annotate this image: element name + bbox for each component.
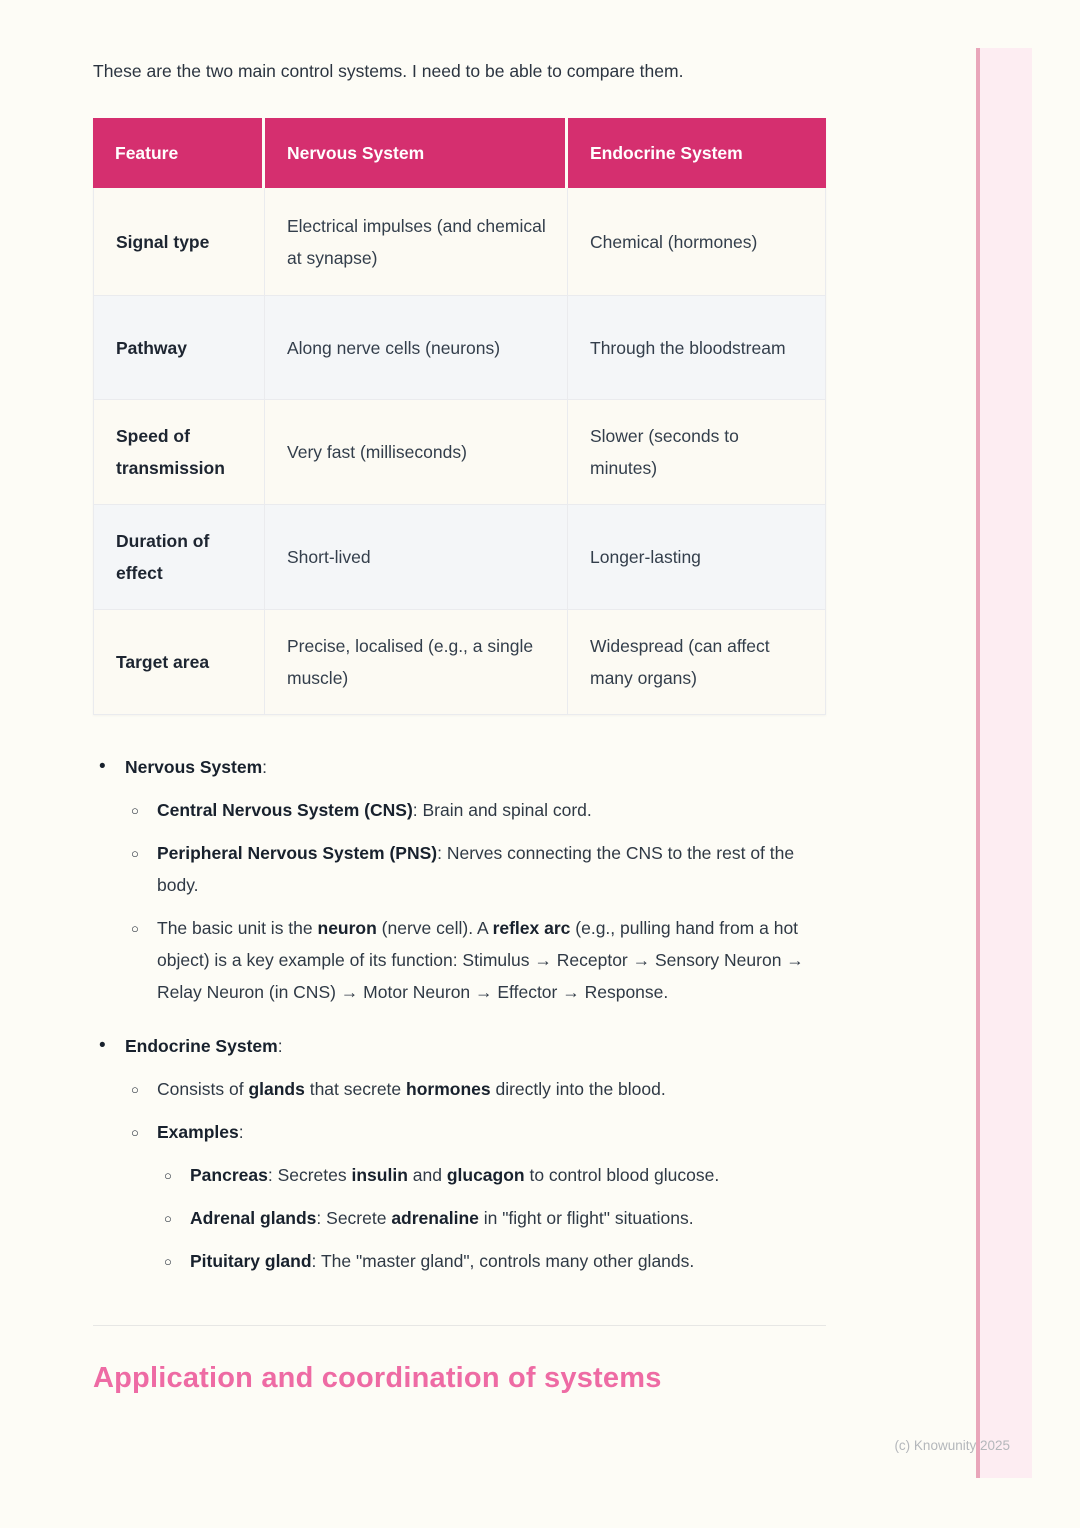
table-row [93, 188, 826, 296]
text-run: Consists of [157, 1079, 249, 1099]
text-run: directly into the blood. [490, 1079, 666, 1099]
section-divider [93, 1325, 826, 1326]
table-cell: Very fast (milliseconds) [265, 400, 568, 505]
table-cell: Signal type [93, 188, 265, 296]
table-cell: Longer-lasting [568, 505, 826, 610]
notes-list [93, 751, 826, 1277]
intro-text: These are the two main control systems. I need to be able to compare them. [93, 61, 684, 81]
list-item [93, 1202, 826, 1234]
table-cell: Precise, localised (e.g., a single muscle) [265, 610, 568, 715]
bold-text: hormones [406, 1079, 491, 1099]
bold-text: Examples [157, 1122, 239, 1142]
text-run: : Brain and spinal cord. [412, 800, 592, 820]
text-run: : [277, 1036, 283, 1056]
table-row [93, 400, 826, 505]
bold-text: neuron [317, 918, 377, 938]
table-cell: Target area [93, 610, 265, 715]
table-cell: Electrical impulses (and chemical at synapse) [265, 188, 568, 296]
table-header-row [93, 118, 826, 188]
text-run: in "fight or flight" situations. [478, 1208, 694, 1228]
list-item [93, 912, 826, 1008]
footer-credit: (c) Knowunity 2025 [894, 1438, 1010, 1453]
table-row [93, 610, 826, 715]
text-run: (e.g., pulling hand from a hot object) is a key example of its function: Stimulus → Receptor → Sensory Neuron → Relay Neuron (in CNS) → Motor Neuron → Effector → Response. [157, 918, 804, 1002]
table-cell: Chemical (hormones) [568, 188, 826, 296]
text-run: : Secrete [316, 1208, 392, 1228]
text-run: : [262, 757, 268, 777]
bold-text: glands [248, 1079, 305, 1099]
table-header-cell: Nervous System [265, 118, 568, 188]
table-header-cell: Endocrine System [568, 118, 826, 188]
table-cell: Through the bloodstream [568, 296, 826, 400]
page-content [93, 58, 826, 1395]
bold-text: adrenaline [391, 1208, 479, 1228]
list-item [93, 1030, 826, 1062]
bold-text: reflex arc [492, 918, 571, 938]
table-header [93, 118, 826, 188]
list-item [93, 1159, 826, 1191]
text-run: : Nerves connecting the CNS to the rest of the body. [157, 843, 795, 895]
text-run: : [238, 1122, 244, 1142]
page-edge-strip [976, 48, 1032, 1478]
table-body [93, 188, 826, 715]
list-item [93, 837, 826, 901]
text-run: : Secretes [267, 1165, 352, 1185]
table-cell: Along nerve cells (neurons) [265, 296, 568, 400]
table-row [93, 505, 826, 610]
bold-text: Pituitary gland [190, 1251, 312, 1271]
bold-text: Endocrine System [125, 1036, 278, 1056]
section-heading: Application and coordination of systems [93, 1362, 662, 1394]
bold-text: insulin [351, 1165, 408, 1185]
table-cell: Short-lived [265, 505, 568, 610]
table-cell: Slower (seconds to minutes) [568, 400, 826, 505]
text-run: and [407, 1165, 447, 1185]
table-cell: Widespread (can affect many organs) [568, 610, 826, 715]
text-run: : The "master gland", controls many other glands. [311, 1251, 695, 1271]
bold-text: Central Nervous System (CNS) [157, 800, 413, 820]
list-item [93, 1116, 826, 1148]
bold-text: Peripheral Nervous System (PNS) [157, 843, 438, 863]
comparison-table [93, 118, 826, 715]
table-row [93, 296, 826, 400]
table-header-cell: Feature [93, 118, 265, 188]
bold-text: glucagon [446, 1165, 525, 1185]
bold-text: Nervous System [125, 757, 263, 777]
text-run: to control blood glucose. [524, 1165, 720, 1185]
bold-text: Pancreas [190, 1165, 268, 1185]
table-cell: Duration of effect [93, 505, 265, 610]
bold-text: Adrenal glands [190, 1208, 317, 1228]
text-run: that secrete [304, 1079, 407, 1099]
list-item [93, 1073, 826, 1105]
text-run: (nerve cell). A [376, 918, 493, 938]
table-cell: Speed of transmission [93, 400, 265, 505]
list-item [93, 751, 826, 783]
text-run: The basic unit is the [157, 918, 318, 938]
list-item [93, 794, 826, 826]
table-cell: Pathway [93, 296, 265, 400]
list-item [93, 1245, 826, 1277]
